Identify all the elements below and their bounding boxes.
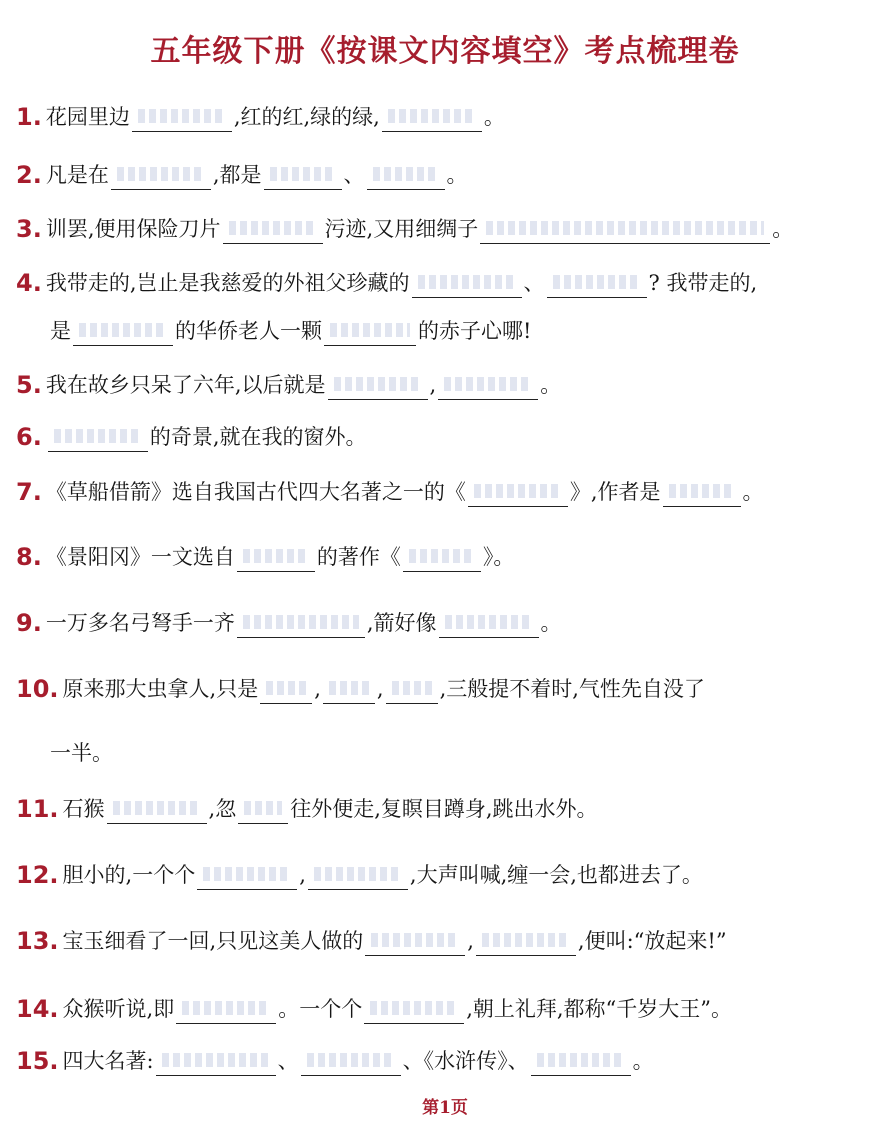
question-number: 3. xyxy=(16,215,42,243)
question-text: ,箭好像 xyxy=(366,611,437,635)
question-text: 的华侨老人一颗 xyxy=(175,319,322,343)
question-text: 》。 xyxy=(482,545,515,569)
answer-blank[interactable] xyxy=(264,161,342,190)
question-text: ? 我带走的, xyxy=(648,271,758,295)
question-text: 的赤子心哪! xyxy=(418,319,532,343)
question-text: 的著作《 xyxy=(316,545,401,569)
question-text: 凡是在 xyxy=(45,163,109,187)
question-6 xyxy=(16,412,874,452)
answer-blank[interactable] xyxy=(238,795,288,824)
question-text: 《草船借箭》选自我国古代四大名著之一的《 xyxy=(45,480,466,504)
question-text: , xyxy=(467,929,474,953)
question-text: 往外便走,复瞑目蹲身,跳出水外。 xyxy=(290,797,598,821)
question-5 xyxy=(16,360,874,400)
answer-blank[interactable] xyxy=(476,927,576,956)
question-text: ,便叫:“放起来!” xyxy=(577,929,727,953)
answer-blank[interactable] xyxy=(403,543,481,572)
question-text: , xyxy=(314,677,321,701)
answer-blank[interactable] xyxy=(365,927,465,956)
question-text: 。 xyxy=(540,611,562,635)
question-text: ,三般提不着时,气性先自没了 xyxy=(439,677,705,701)
question-text: 。 xyxy=(742,480,764,504)
question-number: 12. xyxy=(16,861,59,889)
question-number: 7. xyxy=(16,478,42,506)
answer-blank[interactable] xyxy=(260,675,312,704)
question-text: 四大名著: xyxy=(62,1049,154,1073)
answer-blank[interactable] xyxy=(223,215,323,244)
question-10-continued xyxy=(50,728,113,768)
answer-blank[interactable] xyxy=(176,995,276,1024)
question-text: 《景阳冈》一文选自 xyxy=(45,545,235,569)
answer-blank[interactable] xyxy=(531,1047,631,1076)
question-text: 。 xyxy=(446,163,468,187)
answer-blank[interactable] xyxy=(197,861,297,890)
question-number: 2. xyxy=(16,161,42,189)
answer-blank[interactable] xyxy=(547,269,647,298)
question-text: 一万多名弓弩手一齐 xyxy=(45,611,235,635)
answer-blank[interactable] xyxy=(237,609,365,638)
question-text: , xyxy=(299,863,306,887)
question-text: 宝玉细看了一回,只见这美人做的 xyxy=(62,929,364,953)
question-number: 14. xyxy=(16,995,59,1023)
question-number: 15. xyxy=(16,1047,59,1075)
question-text: 是 xyxy=(50,319,71,343)
answer-blank[interactable] xyxy=(412,269,522,298)
question-text: 、 xyxy=(277,1049,299,1073)
page-title: 五年级下册《按课文内容填空》考点梳理卷 xyxy=(150,34,740,69)
answer-blank[interactable] xyxy=(324,317,416,346)
question-number: 10. xyxy=(16,675,59,703)
answer-blank[interactable] xyxy=(468,478,568,507)
answer-blank[interactable] xyxy=(367,161,445,190)
question-14 xyxy=(16,984,874,1024)
question-text: 。 xyxy=(632,1049,654,1073)
answer-blank[interactable] xyxy=(156,1047,276,1076)
question-text: 花园里边 xyxy=(45,105,130,129)
question-11 xyxy=(16,784,874,824)
question-text: 》,作者是 xyxy=(569,480,661,504)
page-number: 第1页 xyxy=(422,1098,468,1118)
question-text: , xyxy=(376,677,384,701)
answer-blank[interactable] xyxy=(663,478,741,507)
question-text: 、 xyxy=(523,271,545,295)
question-number: 11. xyxy=(16,795,59,823)
answer-blank[interactable] xyxy=(301,1047,401,1076)
question-text: 的奇景,就在我的窗外。 xyxy=(149,425,367,449)
question-4 xyxy=(16,258,874,298)
question-text: ,红的红,绿的绿, xyxy=(233,105,380,129)
question-13 xyxy=(16,916,874,956)
answer-blank[interactable] xyxy=(439,609,539,638)
question-text: 。 xyxy=(483,105,505,129)
question-3 xyxy=(16,204,874,244)
question-text: 。 xyxy=(772,217,794,241)
question-text: , xyxy=(429,373,437,397)
answer-blank[interactable] xyxy=(111,161,211,190)
question-text: 我在故乡只呆了六年,以后就是 xyxy=(45,373,326,397)
answer-blank[interactable] xyxy=(308,861,408,890)
question-number: 5. xyxy=(16,371,42,399)
question-text: ,都是 xyxy=(212,163,262,187)
answer-blank[interactable] xyxy=(328,371,428,400)
question-number: 1. xyxy=(16,103,42,131)
answer-blank[interactable] xyxy=(323,675,375,704)
question-text: 污迹,又用细绸子 xyxy=(324,217,479,241)
question-text: 我带走的,岂止是我慈爱的外祖父珍藏的 xyxy=(45,271,410,295)
question-number: 9. xyxy=(16,609,42,637)
answer-blank[interactable] xyxy=(48,423,148,452)
question-number: 13. xyxy=(16,927,59,955)
question-text: 。 xyxy=(540,373,562,397)
question-number: 6. xyxy=(16,423,42,451)
question-text: 一半。 xyxy=(50,741,113,765)
answer-blank[interactable] xyxy=(237,543,315,572)
question-number: 8. xyxy=(16,543,42,571)
answer-blank[interactable] xyxy=(438,371,538,400)
question-text: 训罢,便用保险刀片 xyxy=(45,217,221,241)
answer-blank[interactable] xyxy=(107,795,207,824)
question-4-continued xyxy=(50,306,531,346)
question-text: 原来那大虫拿人,只是 xyxy=(62,677,259,701)
answer-blank[interactable] xyxy=(73,317,173,346)
question-8 xyxy=(16,532,874,572)
answer-blank[interactable] xyxy=(132,103,232,132)
answer-blank[interactable] xyxy=(386,675,438,704)
question-2 xyxy=(16,150,874,190)
question-text: 众猴听说,即 xyxy=(62,997,175,1021)
question-text: 、 xyxy=(343,163,365,187)
question-15 xyxy=(16,1036,874,1076)
answer-blank[interactable] xyxy=(364,995,464,1024)
question-text: 石猴 xyxy=(62,797,105,821)
question-text: 胆小的,一个个 xyxy=(62,863,196,887)
question-text: ,朝上礼拜,都称“千岁大王”。 xyxy=(466,997,733,1021)
question-text: ,忽 xyxy=(208,797,237,821)
answer-blank[interactable] xyxy=(382,103,482,132)
answer-blank[interactable] xyxy=(480,215,770,244)
question-text: ,大声叫喊,缠一会,也都进去了。 xyxy=(409,863,703,887)
question-9 xyxy=(16,598,874,638)
question-12 xyxy=(16,850,874,890)
question-number: 4. xyxy=(16,269,42,297)
question-7 xyxy=(16,467,874,507)
question-text: 。一个个 xyxy=(278,997,363,1021)
question-1 xyxy=(16,92,874,132)
question-text: 、《水浒传》、 xyxy=(402,1049,529,1073)
question-10 xyxy=(16,664,874,704)
